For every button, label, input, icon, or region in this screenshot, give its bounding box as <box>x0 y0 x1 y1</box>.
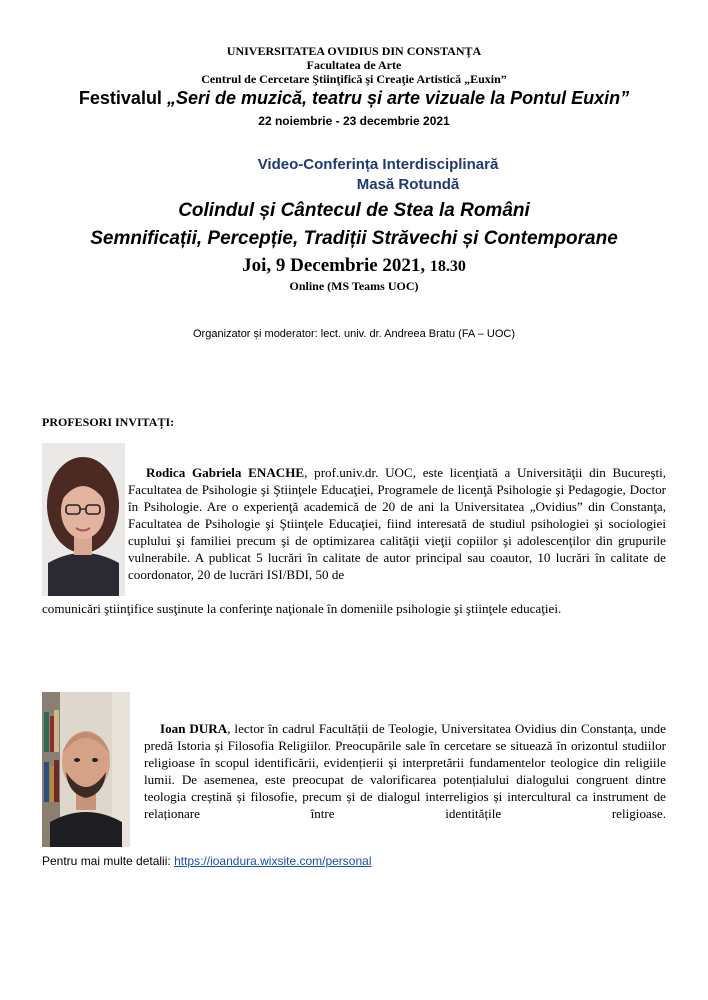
festival-dates: 22 noiembrie - 23 decembrie 2021 <box>258 114 450 128</box>
event-time: 18.30 <box>429 258 466 275</box>
event-title-line1: Colindul și Cântecul de Stea la Români <box>178 200 530 221</box>
guest-photo-dura <box>42 692 130 847</box>
event-datetime <box>0 255 708 277</box>
guest-bio-enache-continued <box>42 600 666 617</box>
guest-bio-enache-text: , prof.univ.dr. UOC, este licenţiată a Universităţii din Bucureşti, Facultatea de Psihologie şi Ştiinţele Educaţiei, Programele de licenţă Psihologie şi Pedagogie, Doctor în Psihologie. Are o experienţă academică de 20 de ani la Universitatea „Ovidius” din Constanţa, Facultatea de Psihologie şi Ştiinţele Educaţiei, fiind interesată de studiul psihologiei şi sociologiei cuplului şi familiei precum şi de optimizarea calităţii vieţii copiilor şi adolescenţilor din grupurile vulnerabile. A publicat 5 lucrări în calitate de autor principal sau coautor, 10 lucrări în calitate de coordonator, 20 de lucrări ISI/BDI, 50 de <box>128 465 667 582</box>
guest-bio-enache-last-line: comunicări ştiinţifice susţinute la conferinţe naţionale în domeniile psihologie şi ştiinţele educaţiei. <box>42 601 562 616</box>
guests-heading: PROFESORI INVITAȚI: <box>42 415 175 429</box>
guest-bio-enache <box>128 464 666 583</box>
guest-name-dura: Ioan DURA <box>160 721 228 736</box>
festival-title <box>0 88 708 109</box>
organizer-line: Organizator și moderator: lect. univ. dr. Andreea Bratu (FA – UOC) <box>193 328 515 340</box>
guest-bio-dura-text: , lector în cadrul Facultății de Teologie, Universitatea Ovidius din Constanța, unde predă Istoria și Filosofia Religiilor. Preocupările sale în cercetare se situează în orizontul studiilor religioase în scopul identificării, evidențierii și interpretării fundamentelor teologice din religiile lumii. De asemenea, este preocupat de valorificarea potențialului dialogului congruent dintre teologia creștină și filosofie, precum și de dialogul interreligios și intercultural ca instrument de relaționare între identitățile religioase. <box>144 721 666 821</box>
festival-prefix: Festivalul <box>78 88 167 108</box>
research-center: Centrul de Cercetare Ştiinţifică şi Creaţie Artistică „Euxin” <box>201 72 507 86</box>
more-info-label: Pentru mai multe detalii: <box>42 854 175 868</box>
guest-name-enache: Rodica Gabriela ENACHE <box>146 465 305 480</box>
event-format: Masă Rotundă <box>356 176 460 193</box>
event-title-line2: Semnificații, Percepție, Tradiții Străvechi și Contemporane <box>90 228 618 249</box>
university-name: UNIVERSITATEA OVIDIUS DIN CONSTANŢA <box>226 44 482 58</box>
event-location: Online (MS Teams UOC) <box>289 279 419 293</box>
guest-bio-dura <box>144 720 666 822</box>
festival-name: „Seri de muzică, teatru și arte vizuale la Pontul Euxin” <box>166 88 630 108</box>
event-type: Video-Conferința Interdisciplinară <box>257 156 499 173</box>
guest-photo-enache <box>42 443 125 596</box>
faculty-name: Facultatea de Arte <box>306 58 402 72</box>
more-info <box>42 854 372 868</box>
event-date: Joi, 9 Decembrie 2021, <box>242 255 430 276</box>
personal-website-link[interactable]: https://ioandura.wixsite.com/personal <box>174 854 372 868</box>
